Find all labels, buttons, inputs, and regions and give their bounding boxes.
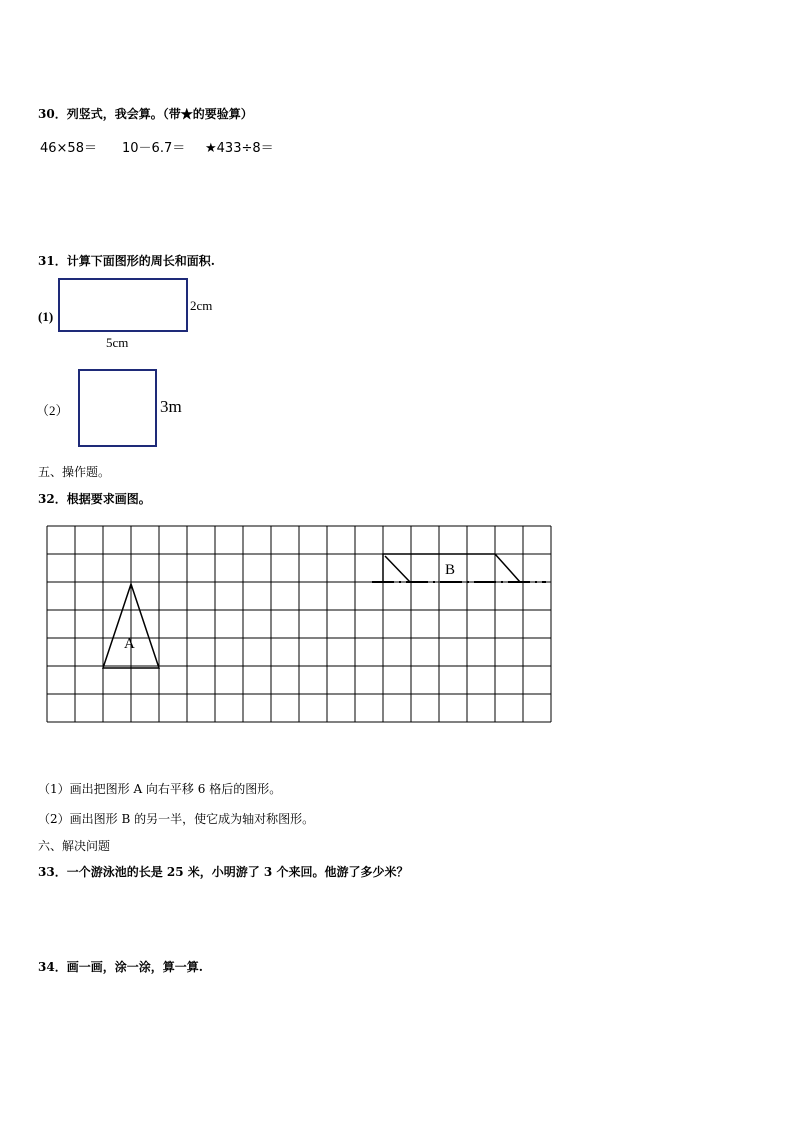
q32-task-2: （2）画出图形 B 的另一半，使它成为轴对称图形。 [38, 812, 315, 826]
triangle-a-label: A [124, 636, 135, 652]
q32-title: 32．根据要求画图。 [38, 492, 151, 506]
section6-title: 六、解决问题 [38, 839, 111, 853]
fig2-tag: （2） [36, 403, 69, 418]
square-side-label: 3m [160, 397, 182, 416]
q32-task-1: （1）画出把图形 A 向右平移 6 格后的图形。 [38, 782, 282, 796]
rectangle-side-label: 2cm [190, 298, 213, 313]
q30-expr-1: 46×58＝ [40, 141, 97, 156]
shape-b-diagonal [385, 556, 410, 582]
shape-b-label: B [445, 562, 456, 578]
q34-title: 34．画一画，涂一涂，算一算. [38, 960, 203, 974]
q31-title: 31．计算下面图形的周长和面积. [38, 254, 215, 268]
grid-lines [47, 526, 551, 722]
fig1-tag: (1) [38, 309, 54, 324]
rectangle-bottom-label: 5cm [106, 335, 129, 350]
q30-expr-3: ★433÷8＝ [205, 141, 274, 156]
q30-expr-2: 10－6.7＝ [122, 141, 186, 156]
section5-title: 五、操作题。 [38, 465, 111, 479]
q33-title: 33．一个游泳池的长是 25 米，小明游了 3 个来回。他游了多少米？ [38, 865, 409, 879]
q30-title: 30．列竖式，我会算。（带★的要验算） [38, 107, 253, 121]
